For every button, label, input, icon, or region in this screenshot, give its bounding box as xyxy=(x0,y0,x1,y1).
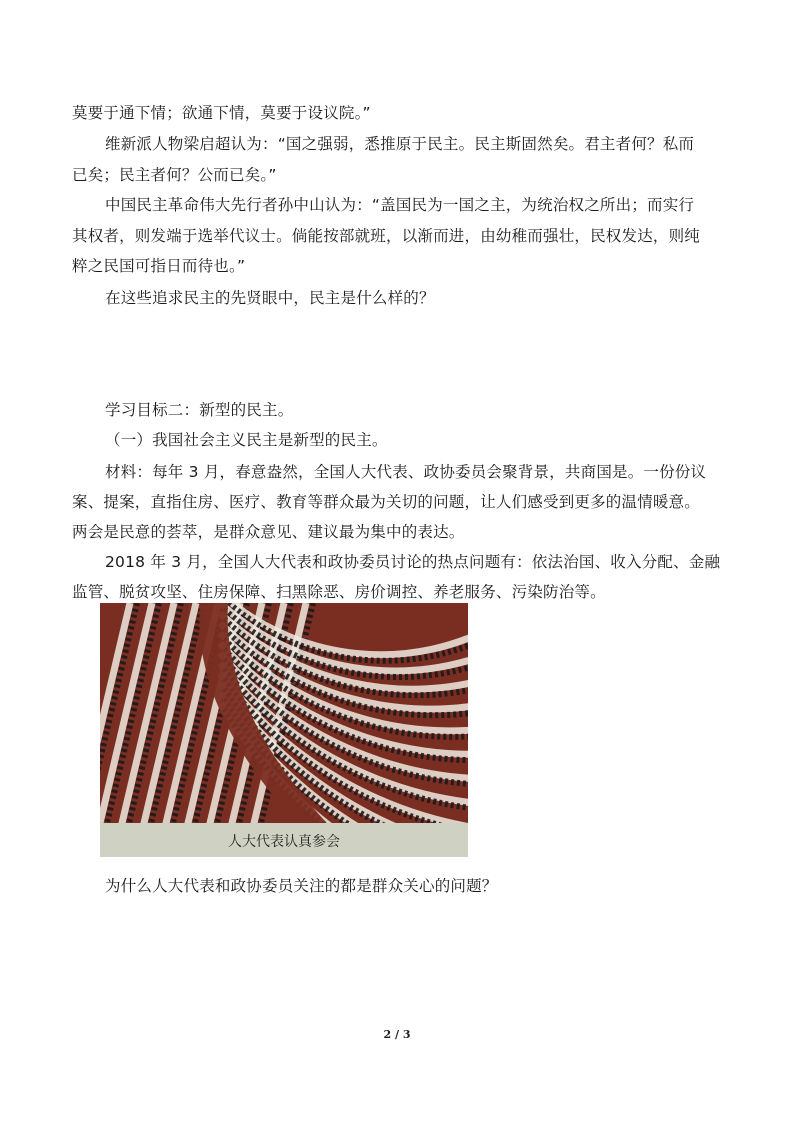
page-number: 2 / 3 xyxy=(383,1028,411,1041)
question-text: 为什么人大代表和政协委员关注的都是群众关心的问题？ xyxy=(105,877,498,895)
paragraph-text: 材料：每年 3 月，春意盎然，全国人大代表、政协委员会聚背景，共商国是。一份份议 xyxy=(105,463,707,481)
question-text: 在这些追求民主的先贤眼中，民主是什么样的？ xyxy=(105,289,435,307)
paragraph-text: 其权者，则发端于选举代议士。倘能按部就班，以渐而进，由幼稚而强壮，民权发达，则纯 xyxy=(72,227,701,245)
assembly-hall-photo xyxy=(100,603,468,857)
paragraph-text: 2018 年 3 月，全国人大代表和政协委员讨论的热点问题有：依法治国、收入分配、金融 xyxy=(105,553,721,571)
paragraph-text: 案、提案，直指住房、医疗、教育等群众最为关切的问题，让人们感受到更多的温情暖意。 xyxy=(72,493,701,511)
paragraph-text: 监管、脱贫攻坚、住房保障、扫黑除恶、房价调控、养老服务、污染防治等。 xyxy=(72,583,606,601)
section-heading: 学习目标二：新型的民主。 xyxy=(105,401,294,419)
subsection-heading: （一）我国社会主义民主是新型的民主。 xyxy=(105,431,388,449)
paragraph-text: 中国民主革命伟大先行者孙中山认为：“盖国民为一国之主，为统治权之所出；而实行 xyxy=(105,196,695,214)
paragraph-text: 已矣；民主者何？公而已矣。” xyxy=(72,166,277,184)
paragraph-text: 维新派人物梁启超认为：“国之强弱，悉推原于民主。民主斯固然矣。君主者何？私而 xyxy=(105,135,695,153)
paragraph-text: 两会是民意的荟萃，是群众意见、建议最为集中的表达。 xyxy=(72,523,465,541)
paragraph-text: 莫要于通下情；欲通下情，莫要于设议院。” xyxy=(72,104,371,122)
photo-caption: 人大代表认真参会 xyxy=(228,834,340,850)
paragraph-text: 粹之民国可指日而待也。” xyxy=(72,257,246,275)
assembly-hall-image xyxy=(100,603,468,857)
